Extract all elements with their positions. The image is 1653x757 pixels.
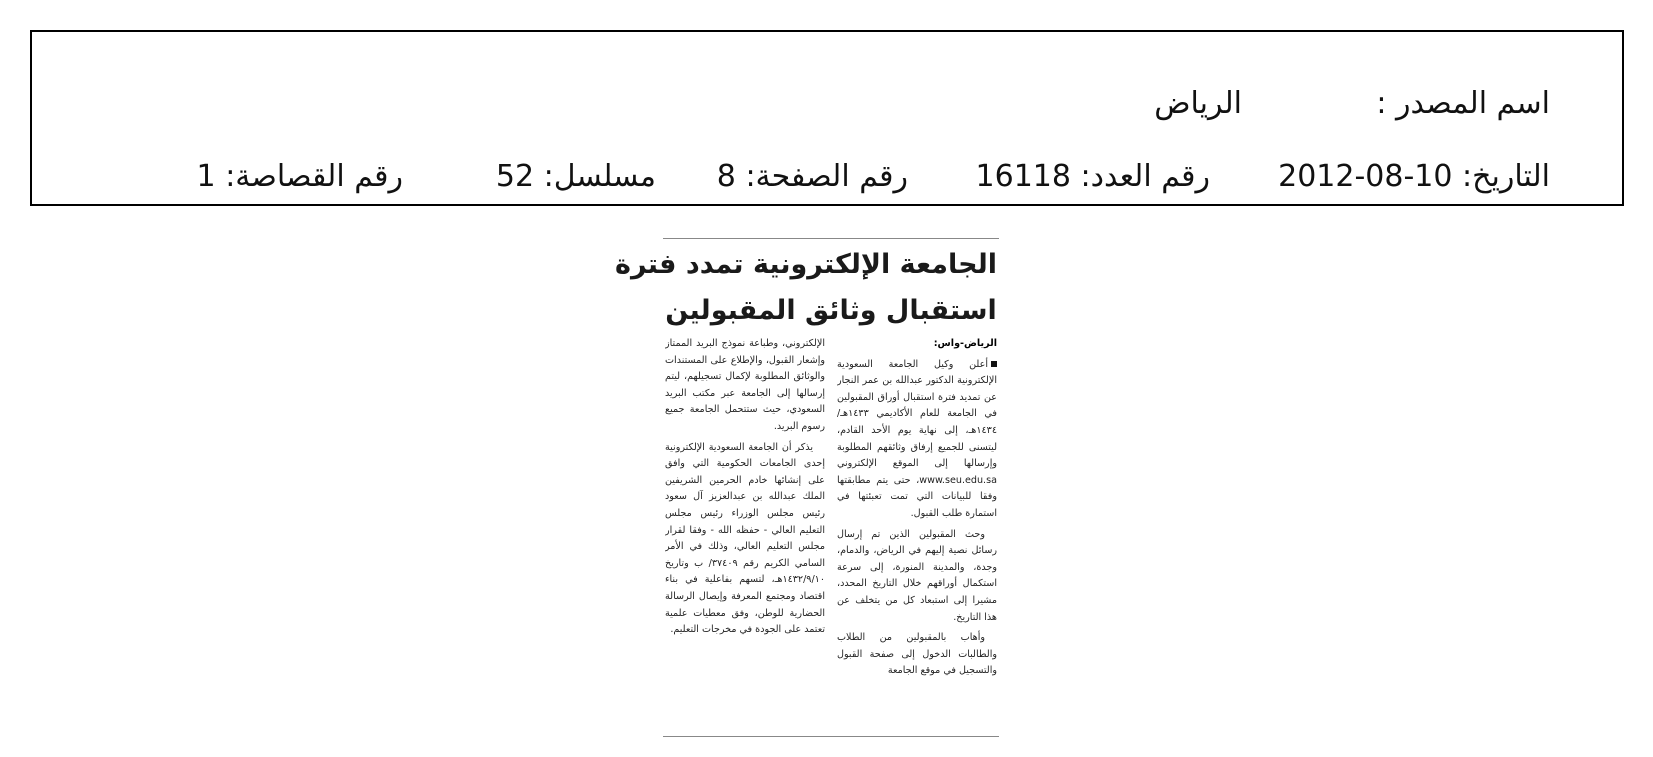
issue-field [976, 157, 1210, 197]
issue-value: 16118 [975, 159, 1071, 194]
page-number-value: 8 [716, 159, 736, 194]
article-headline [615, 242, 997, 334]
article-paragraph: وأهاب بالمقبولين من الطلاب والطالبات الدخول إلى صفحة القبول والتسجيل في موقع الجامعة [837, 632, 997, 677]
article-paragraph: الإلكتروني، وطباعة نموذج البريد الممتاز وإشعار القبول، والإطلاع على المستندات والوثائق المطلوبة لإكمال تسجيلهم، ليتم إرسالها إلى الجامعة عبر مكتب البريد السعودي، حيث ستتحمل الجامعة جميع رسوم البريد. [665, 338, 825, 432]
source-value: الرياض [1154, 86, 1242, 121]
headline-line-1: الجامعة الإلكترونية تمدد فترة [615, 249, 997, 280]
clipping-number-field [197, 157, 403, 197]
article-paragraph-text: أعلن وكيل الجامعة السعودية الإلكترونية الدكتور عبدالله بن عمر النجار عن تمديد فترة استقبال أوراق المقبولين في الجامعة للعام الأكاديمي ١٤٣٣هـ/ ١٤٣٤هـ، إلى نهاية يوم الأحد القادم، ليتسنى للجميع إرفاق وثائقهم المطلوبة وإرسالها إلى الموقع الإلكتروني www.seu.edu.sa، حتى يتم مطابقتها وفقا للبيانات التي تمت تعبئتها في استمارة طلب القبول. [837, 358, 997, 519]
headline-line-2: استقبال وثائق المقبولين [665, 295, 997, 326]
clipping-bottom-rule [663, 736, 999, 737]
article-paragraph: يذكر أن الجامعة السعودية الإلكترونية إحدى الجامعات الحكومية التي وافق على إنشائها خادم الحرمين الشريفين الملك عبدالله بن عبدالعزيز آل سعود رئيس مجلس الوزراء رئيس مجلس التعليم العالي - حفظه الله - وفقا لقرار مجلس التعليم العالي، وذلك في الأمر السامي الكريم رقم ٣٧٤٠٩/ ب وتاريخ ١٤٣٢/٩/١٠هـ، لتسهم بفاعلية في بناء اقتصاد ومجتمع المعرفة وإيصال الرسالة الحضارية للوطن، وفق معطيات علمية تعتمد على الجودة في مخرجات التعليم. [665, 441, 825, 636]
newspaper-clipping [615, 236, 1001, 741]
date-field [1278, 157, 1550, 197]
article-paragraph: وحث المقبولين الذين تم إرسال رسائل نصية إليهم في الرياض، والدمام، وجدة، والمدينة المنورة، إلى سرعة استكمال أوراقهم خلال التاريخ المحدد، مشيرا إلى استبعاد كل من يتخلف عن هذا التاريخ. [837, 528, 997, 623]
article-paragraph [837, 357, 997, 523]
bullet-square-icon [991, 361, 997, 367]
page-number-label: رقم الصفحة: [745, 159, 908, 194]
clipping-number-value: 1 [196, 159, 216, 194]
issue-label: رقم العدد: [1080, 159, 1210, 194]
article-column-left [665, 336, 825, 732]
article-column-right [837, 336, 997, 732]
source-label: اسم المصدر : [1376, 86, 1550, 121]
page-number-field [717, 157, 908, 197]
clipping-top-rule [663, 238, 999, 239]
article-dateline: الرياض-واس: [933, 338, 997, 349]
serial-field [496, 157, 656, 197]
serial-value: 52 [495, 159, 535, 194]
serial-label: مسلسل: [543, 159, 656, 194]
date-value: 2012-08-10 [1278, 159, 1453, 194]
date-label: التاريخ: [1462, 159, 1550, 194]
clipping-number-label: رقم القصاصة: [225, 159, 403, 194]
clipping-info-box [30, 30, 1624, 206]
